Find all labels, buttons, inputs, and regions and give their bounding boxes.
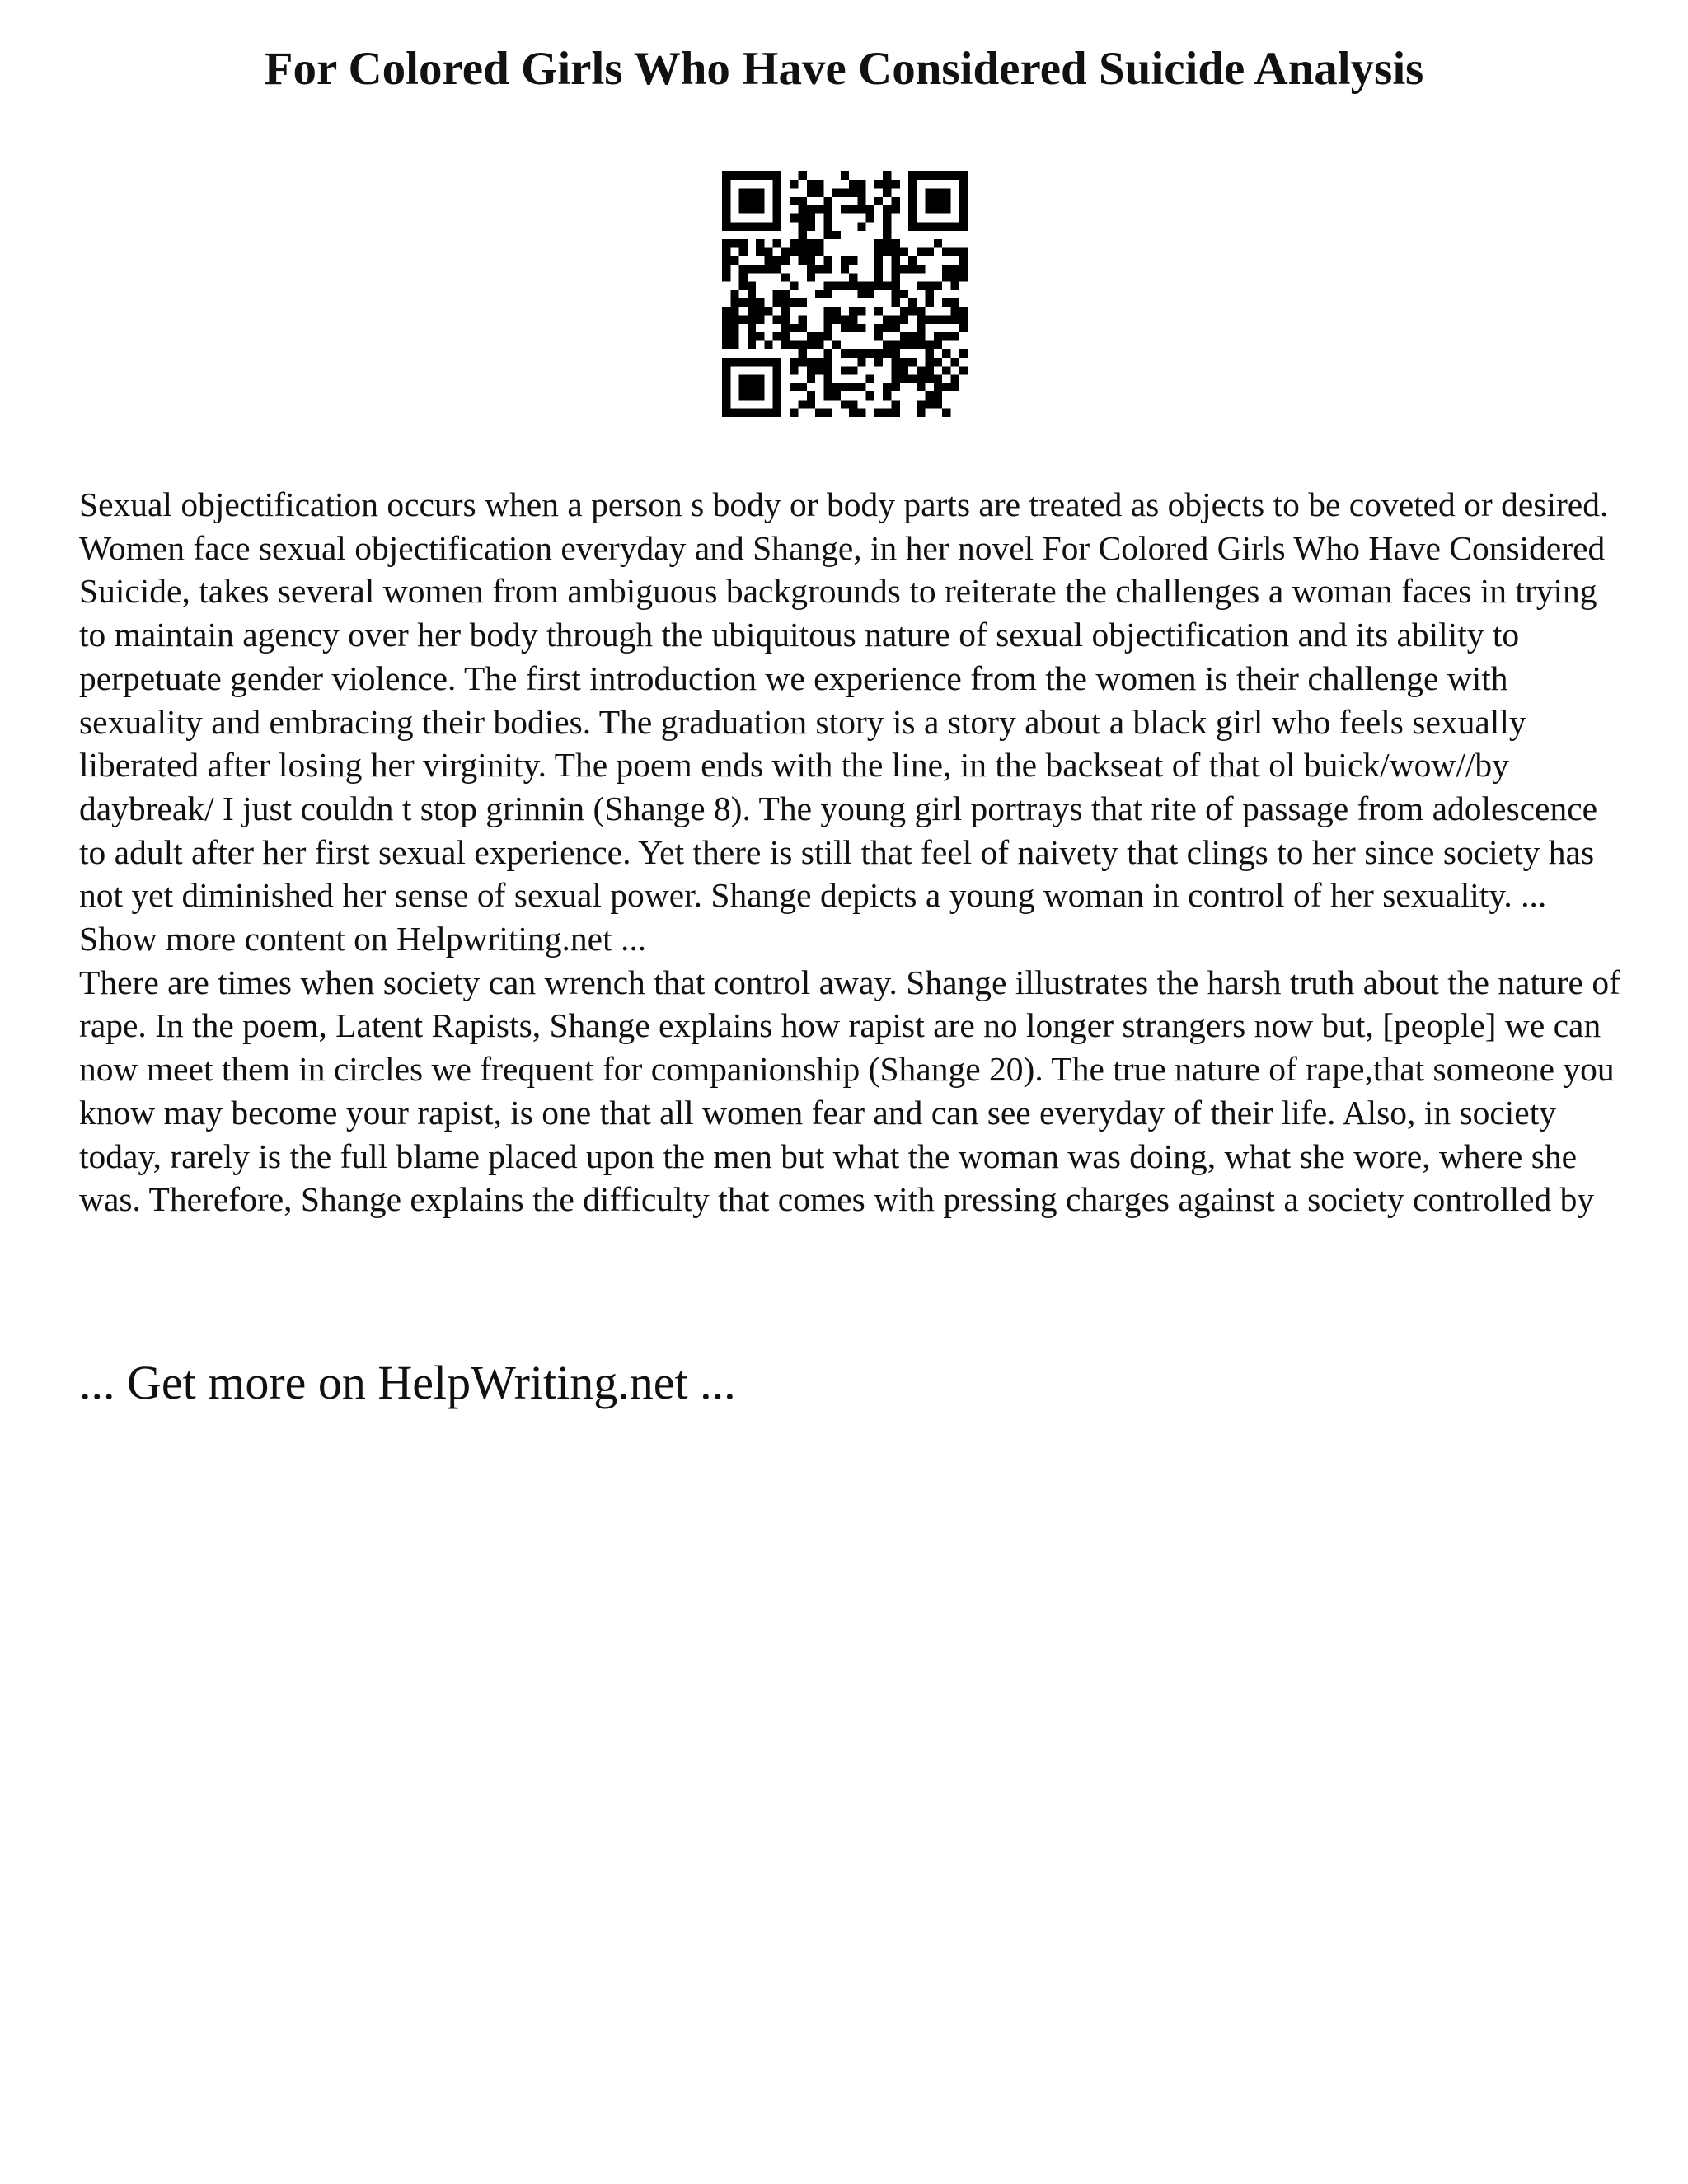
get-more-link[interactable]: ... Get more on HelpWriting.net ... [79, 1356, 736, 1409]
qr-code-icon [722, 171, 968, 417]
paragraph-2: There are times when society can wrench that control away. Shange illustrates the harsh truth about the nature of rape. In the poem, Latent Rapists, Shange explains how rapist are no longer strangers now but, [people] we can now meet them in circles we frequent for companionship (Shange 20). The true nature of rape,that someone you know may become your rapist, is one that all women fear and can see everyday of their life. Also, in society today, rarely is the full blame placed upon the men but what the woman was doing, what she wore, where she was. Therefore, Shange explains the difficulty that comes with pressing charges against a society controlled by [79, 963, 1620, 1219]
document-title: For Colored Girls Who Have Considered Suicide Analysis [264, 43, 1424, 95]
paragraph-1: Sexual objectification occurs when a person s body or body parts are treated as objects to be coveted or desired. Women face sexual objectification everyday and Shange, in her novel For Colored Girls Who Have Considered Suicide, takes several women from ambiguous backgrounds to reiterate the challenges a woman faces in trying to maintain agency over her body through the ubiquitous nature of sexual objectification and its ability to perpetuate gender violence. The first introduction we experience from the women is their challenge with sexuality and embracing their bodies. The graduation story is a story about a black girl who feels sexually liberated after losing her virginity. The poem ends with the line, in the backseat of that ol buick/wow//by daybreak/ I just couldn t stop grinnin (Shange 8). The young girl portrays that rite of passage from adolescence to adult after her first sexual experience. Yet there is still that feel of naivety that clings to her since society has not yet diminished her sense of sexual power. Shange depicts a young woman in control of her sexuality. ... Show more content on Helpwriting.net ... [79, 485, 1609, 958]
body-text [79, 483, 1620, 1221]
